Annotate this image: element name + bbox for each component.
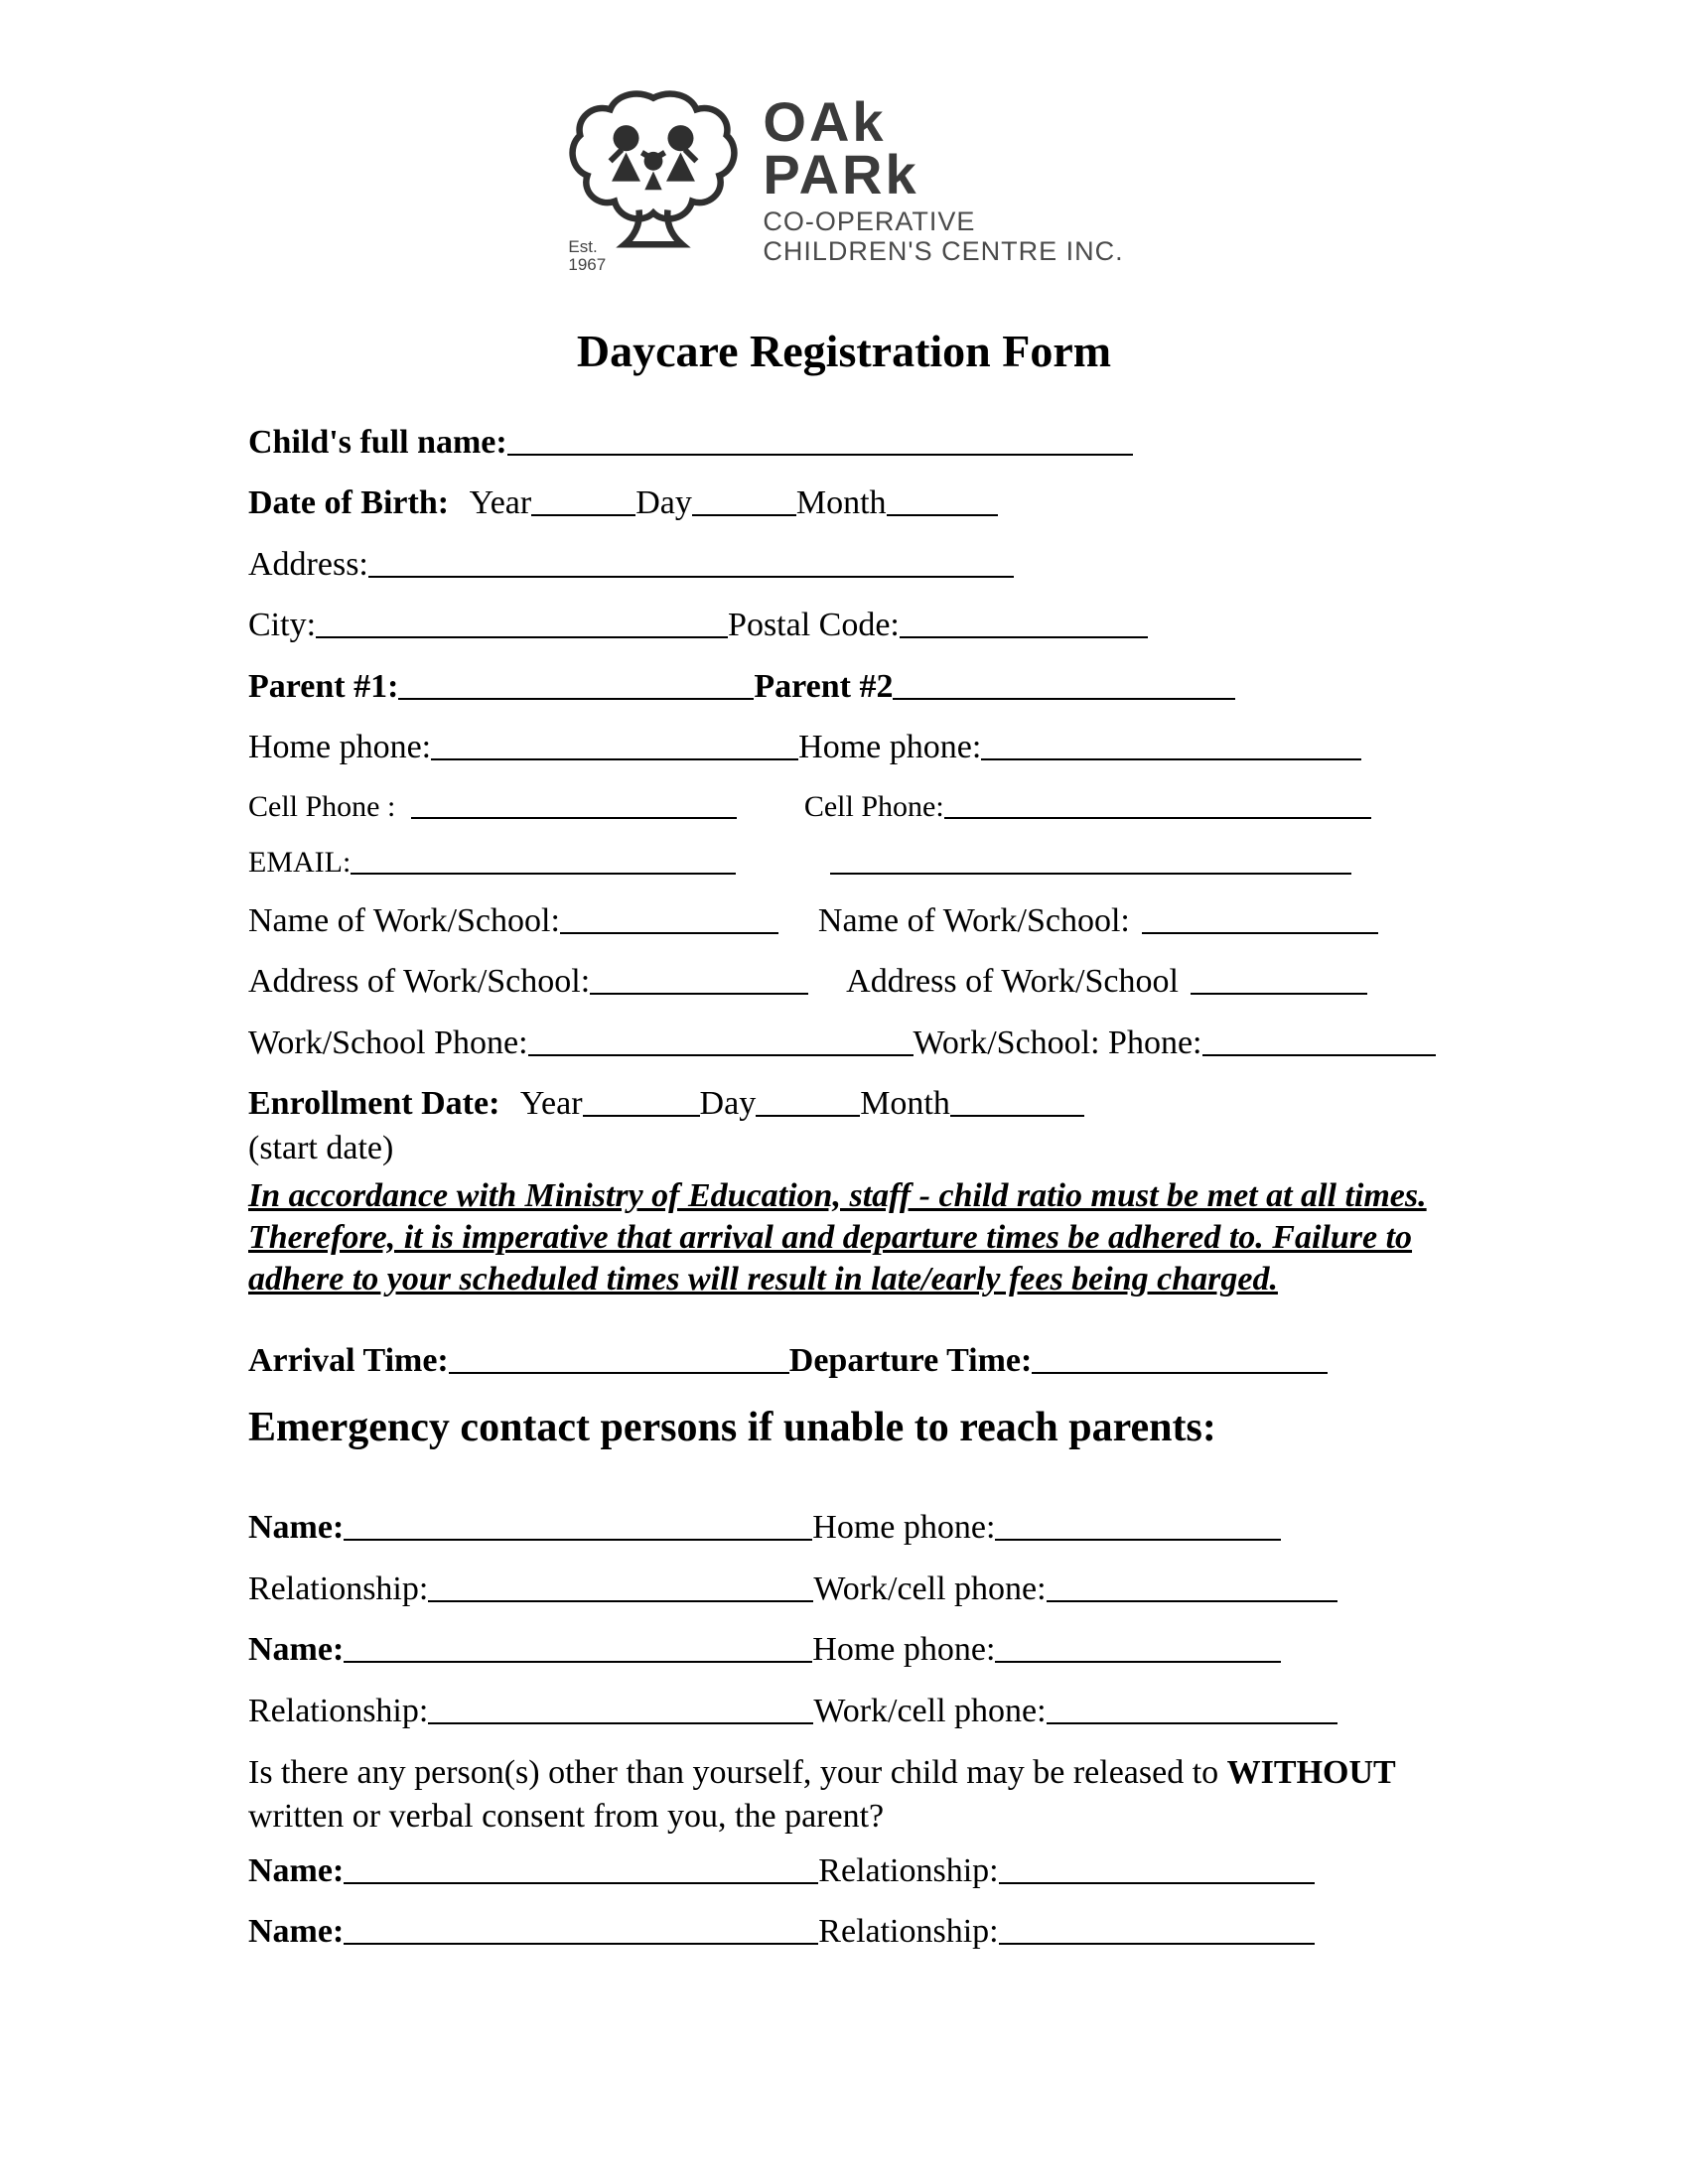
email-row <box>248 844 1440 882</box>
release2-relationship-label: Relationship: <box>818 1913 999 1950</box>
home-phone-label-1: Home phone: <box>248 729 432 765</box>
release1-name-blank <box>344 1877 818 1884</box>
parent2-label: Parent #2 <box>754 667 894 705</box>
work-phone-blank-1 <box>528 1049 914 1056</box>
emergency2-work-cell-label: Work/cell phone: <box>813 1692 1047 1729</box>
logo-est-year: 1967 <box>568 255 607 275</box>
arrival-time-blank <box>449 1367 789 1374</box>
logo-text <box>763 89 1123 266</box>
emergency1-relationship-label: Relationship: <box>248 1570 429 1607</box>
enrollment-month-blank <box>950 1110 1084 1117</box>
work-name-blank-1 <box>560 927 778 934</box>
emergency2-relationship-blank <box>428 1717 813 1724</box>
dob-row <box>248 482 1440 525</box>
work-phone-label-1: Work/School Phone: <box>248 1024 528 1061</box>
work-name-label-1: Name of Work/School: <box>248 901 560 939</box>
dob-day-blank <box>692 509 796 516</box>
enrollment-date-label: Enrollment Date: <box>248 1085 500 1122</box>
parent2-blank <box>893 693 1235 700</box>
parent1-label: Parent #1: <box>248 667 399 705</box>
departure-time-label: Departure Time: <box>788 1342 1033 1380</box>
logo-name-line2: PARk <box>763 143 919 206</box>
home-phone-label-2: Home phone: <box>798 729 982 765</box>
dob-month-label: Month <box>795 484 887 521</box>
tree-family-icon <box>564 89 743 250</box>
enrollment-month-label: Month <box>860 1085 950 1122</box>
arrival-departure-row <box>248 1340 1440 1383</box>
dob-year-label: Year <box>469 484 532 521</box>
release1-relationship-label: Relationship: <box>818 1851 999 1889</box>
work-name-label-2: Name of Work/School: <box>817 901 1130 939</box>
emergency2-name-blank <box>344 1656 812 1663</box>
email-blank-1 <box>351 868 736 875</box>
emergency1-relationship-blank <box>428 1595 813 1602</box>
ratio-notice: In accordance with Ministry of Education, staff - child ratio must be met at all times. Therefore, it is imperative that arrival and departure times be adhered to. Failure to adhere to your scheduled times will result in late/early fees being charged. <box>248 1177 1427 1298</box>
release2-row <box>248 1911 1440 1954</box>
emergency-heading: Emergency contact persons if unable to reach parents: <box>248 1404 1216 1450</box>
postal-code-label: Postal Code: <box>728 607 900 643</box>
release1-name-label: Name: <box>248 1851 345 1889</box>
address-row <box>248 544 1440 587</box>
address-blank <box>368 571 1014 578</box>
enrollment-date-row <box>248 1083 1440 1126</box>
logo-subtitle-line2: CHILDREN'S CENTRE INC. <box>763 235 1124 266</box>
release2-relationship-blank <box>999 1938 1315 1945</box>
cell-phone-blank-2 <box>944 812 1371 819</box>
release-question <box>248 1751 1440 1838</box>
child-name-label: Child's full name: <box>248 423 507 461</box>
start-date-label: (start date) <box>248 1129 394 1166</box>
logo-icon-wrap <box>564 89 743 278</box>
release-question-emphasis: WITHOUT <box>1226 1754 1396 1792</box>
child-name-blank <box>507 449 1133 456</box>
cell-phone-row <box>248 788 1440 826</box>
logo-est-label: Est. <box>568 237 598 257</box>
address-label: Address: <box>248 545 368 583</box>
emergency1-name-label: Name: <box>248 1509 345 1547</box>
form-title: Daycare Registration Form <box>576 326 1112 376</box>
city-row <box>248 605 1440 647</box>
parents-row <box>248 666 1440 709</box>
release1-relationship-blank <box>999 1877 1315 1884</box>
email-blank-2 <box>830 868 1351 875</box>
cell-phone-label-1: Cell Phone : <box>248 789 396 823</box>
emergency1-relationship-row <box>248 1569 1440 1611</box>
emergency1-home-phone-blank <box>995 1534 1281 1541</box>
city-label: City: <box>248 607 317 643</box>
release1-row <box>248 1850 1440 1893</box>
work-name-row <box>248 900 1440 943</box>
parent1-blank <box>398 693 754 700</box>
enrollment-day-label: Day <box>699 1085 757 1122</box>
work-address-blank-2 <box>1191 988 1367 995</box>
postal-code-blank <box>900 631 1148 638</box>
work-phone-row <box>248 1023 1440 1065</box>
emergency1-work-cell-label: Work/cell phone: <box>813 1570 1047 1607</box>
dob-month-blank <box>887 509 998 516</box>
work-address-blank-1 <box>590 988 808 995</box>
city-blank <box>316 631 728 638</box>
start-date-note <box>248 1128 1440 1170</box>
cell-phone-label-2: Cell Phone: <box>803 789 944 823</box>
emergency1-work-cell-blank <box>1047 1595 1337 1602</box>
home-phone-blank-2 <box>981 753 1361 760</box>
dob-day-label: Day <box>635 484 692 521</box>
dob-year-blank <box>531 509 635 516</box>
enrollment-day-blank <box>756 1110 860 1117</box>
work-phone-blank-2 <box>1202 1049 1436 1056</box>
release-question-after: written or verbal consent from you, the parent? <box>248 1797 885 1835</box>
emergency2-name-label: Name: <box>248 1631 345 1669</box>
home-phone-row <box>248 727 1440 769</box>
child-name-row <box>248 422 1440 465</box>
departure-time-blank <box>1032 1367 1328 1374</box>
logo <box>248 89 1440 278</box>
enrollment-year-blank <box>583 1110 700 1117</box>
dob-label: Date of Birth: <box>248 484 450 521</box>
emergency2-home-phone-label: Home phone: <box>812 1631 996 1669</box>
emergency2-work-cell-blank <box>1047 1717 1337 1724</box>
release2-name-label: Name: <box>248 1913 345 1950</box>
work-address-row <box>248 961 1440 1004</box>
logo-name-line1: OAk <box>763 90 887 153</box>
emergency2-relationship-label: Relationship: <box>248 1692 429 1729</box>
emergency1-home-phone-label: Home phone: <box>812 1509 996 1547</box>
work-name-blank-2 <box>1142 927 1378 934</box>
emergency2-home-phone-blank <box>995 1656 1281 1663</box>
release2-name-blank <box>344 1938 818 1945</box>
cell-phone-blank-1 <box>411 812 737 819</box>
emergency2-relationship-row <box>248 1691 1440 1733</box>
release-question-before: Is there any person(s) other than yourself, your child may be released to <box>248 1754 1219 1792</box>
emergency1-name-row <box>248 1507 1440 1550</box>
logo-established <box>568 238 606 274</box>
emergency1-name-blank <box>344 1534 812 1541</box>
work-address-label-1: Address of Work/School: <box>248 963 591 1000</box>
email-label: EMAIL: <box>248 846 352 879</box>
emergency2-name-row <box>248 1629 1440 1672</box>
home-phone-blank-1 <box>431 753 798 760</box>
logo-subtitle-line1: CO-OPERATIVE <box>763 206 976 237</box>
work-phone-label-2: Work/School: Phone: <box>913 1024 1202 1061</box>
enrollment-year-label: Year <box>519 1085 583 1122</box>
work-address-label-2: Address of Work/School <box>846 963 1179 1000</box>
arrival-time-label: Arrival Time: <box>248 1342 449 1380</box>
